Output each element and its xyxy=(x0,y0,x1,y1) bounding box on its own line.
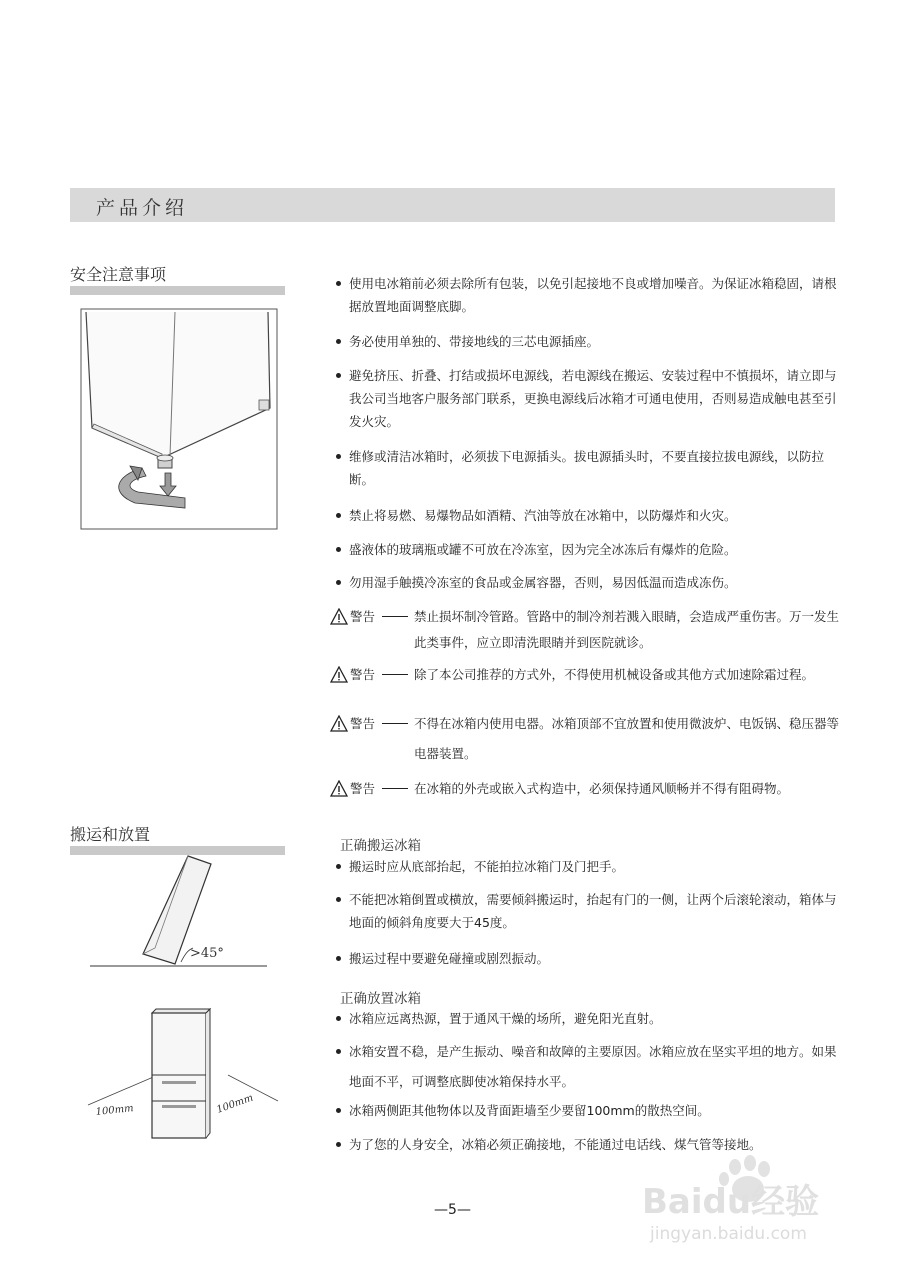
warning-label: 警告 xyxy=(350,716,376,731)
list-item: 务必使用单独的、带接地线的三芯电源插座。 xyxy=(336,330,841,353)
bullet-dot-icon xyxy=(336,864,341,869)
bullet-dot-icon xyxy=(336,281,341,286)
warning-text: 除了本公司推荐的方式外，不得使用机械设备或其他方式加速除霜过程。 xyxy=(414,667,815,682)
page-number: —5— xyxy=(434,1202,471,1218)
list-item: 冰箱应远离热源，置于通风干燥的场所，避免阳光直射。 xyxy=(336,1007,841,1030)
baidu-watermark xyxy=(640,1155,860,1245)
warning-dash xyxy=(382,723,408,724)
bullet-dot-icon xyxy=(336,897,341,902)
clearance-right-label: 100mm xyxy=(215,1092,255,1116)
warning-label: 警告 xyxy=(350,609,376,624)
warning-dash xyxy=(382,788,408,789)
warning-triangle-icon xyxy=(330,780,348,797)
transport-heading: 搬运和放置 xyxy=(70,826,285,855)
watermark-url: jingyan.baidu.com xyxy=(650,1224,807,1244)
safety-heading: 安全注意事项 xyxy=(70,266,285,295)
carry-subheading: 正确搬运冰箱 xyxy=(340,838,421,854)
warning-label: 警告 xyxy=(350,667,376,682)
list-item: 避免挤压、折叠、打结或损坏电源线，若电源线在搬运、安装过程中不慎损坏，请立即与我公司当地客户服务部门联系，更换电源线后冰箱才可通电使用，否则易造成触电甚至引发火灾。 xyxy=(336,364,841,433)
bullet-dot-icon xyxy=(336,1108,341,1113)
warning-triangle-icon xyxy=(330,715,348,732)
place-subheading: 正确放置冰箱 xyxy=(340,991,421,1007)
list-item: 使用电冰箱前必须去除所有包装，以免引起接地不良或增加噪音。为保证冰箱稳固，请根据放置地面调整底脚。 xyxy=(336,272,841,318)
bullet-dot-icon xyxy=(336,547,341,552)
list-item: 勿用湿手触摸冷冻室的食品或金属容器，否则，易因低温而造成冻伤。 xyxy=(336,571,841,594)
warning-dash xyxy=(382,616,408,617)
list-item: 冰箱安置不稳，是产生振动、噪音和故障的主要原因。冰箱应放在坚实平坦的地方。如果地面不平，可调整底脚使冰箱保持水平。 xyxy=(336,1040,841,1097)
bullet-dot-icon xyxy=(336,1142,341,1147)
banner-title: 产品介绍 xyxy=(96,197,189,219)
bullet-dot-icon xyxy=(336,454,341,459)
warning-label: 警告 xyxy=(350,781,376,796)
list-item: 不能把冰箱倒置或横放，需要倾斜搬运时，抬起有门的一侧，让两个后滚轮滚动，箱体与地面的倾斜角度要大于45度。 xyxy=(336,888,841,934)
bullet-dot-icon xyxy=(336,956,341,961)
warning-triangle-icon xyxy=(330,666,348,683)
list-item: 为了您的人身安全，冰箱必须正确接地，不能通过电话线、煤气管等接地。 xyxy=(336,1133,841,1156)
list-item: 搬运过程中要避免碰撞或剧烈振动。 xyxy=(336,947,841,970)
fridge-foot-illustration xyxy=(80,308,280,533)
bullet-dot-icon xyxy=(336,580,341,585)
list-item: 盛液体的玻璃瓶或罐不可放在冷冻室，因为完全冰冻后有爆炸的危险。 xyxy=(336,538,841,561)
section-banner xyxy=(70,188,835,222)
warning-text: 禁止损坏制冷管路。管路中的制冷剂若溅入眼睛，会造成严重伤害。万一发生此类事件，应立即清洗眼睛并到医院就诊。 xyxy=(414,609,840,650)
tilted-fridge-illustration xyxy=(85,850,275,975)
bullet-dot-icon xyxy=(336,1049,341,1054)
warning-dash xyxy=(382,674,408,675)
list-item: 维修或清洁冰箱时，必须拔下电源插头。拔电源插头时，不要直接拉拔电源线，以防拉断。 xyxy=(336,445,841,491)
warning-text: 在冰箱的外壳或嵌入式构造中，必须保持通风顺畅并不得有阻碍物。 xyxy=(414,781,790,796)
warning-triangle-icon xyxy=(330,608,348,625)
list-item: 冰箱两侧距其他物体以及背面距墙至少要留100mm的散热空间。 xyxy=(336,1099,841,1122)
angle-label: >45° xyxy=(190,946,224,961)
list-item: 禁止将易燃、易爆物品如酒精、汽油等放在冰箱中，以防爆炸和火灾。 xyxy=(336,504,841,527)
bullet-dot-icon xyxy=(336,513,341,518)
watermark-brand: Baidu经验 xyxy=(642,1182,820,1222)
warning-text: 不得在冰箱内使用电器。冰箱顶部不宜放置和使用微波炉、电饭锅、稳压器等电器装置。 xyxy=(414,716,840,761)
clearance-left-label: 100mm xyxy=(95,1103,135,1118)
bullet-dot-icon xyxy=(336,339,341,344)
bullet-dot-icon xyxy=(336,373,341,378)
fridge-clearance-illustration xyxy=(78,1005,283,1147)
bullet-dot-icon xyxy=(336,1016,341,1021)
list-item: 搬运时应从底部抬起，不能拍拉冰箱门及门把手。 xyxy=(336,855,841,878)
